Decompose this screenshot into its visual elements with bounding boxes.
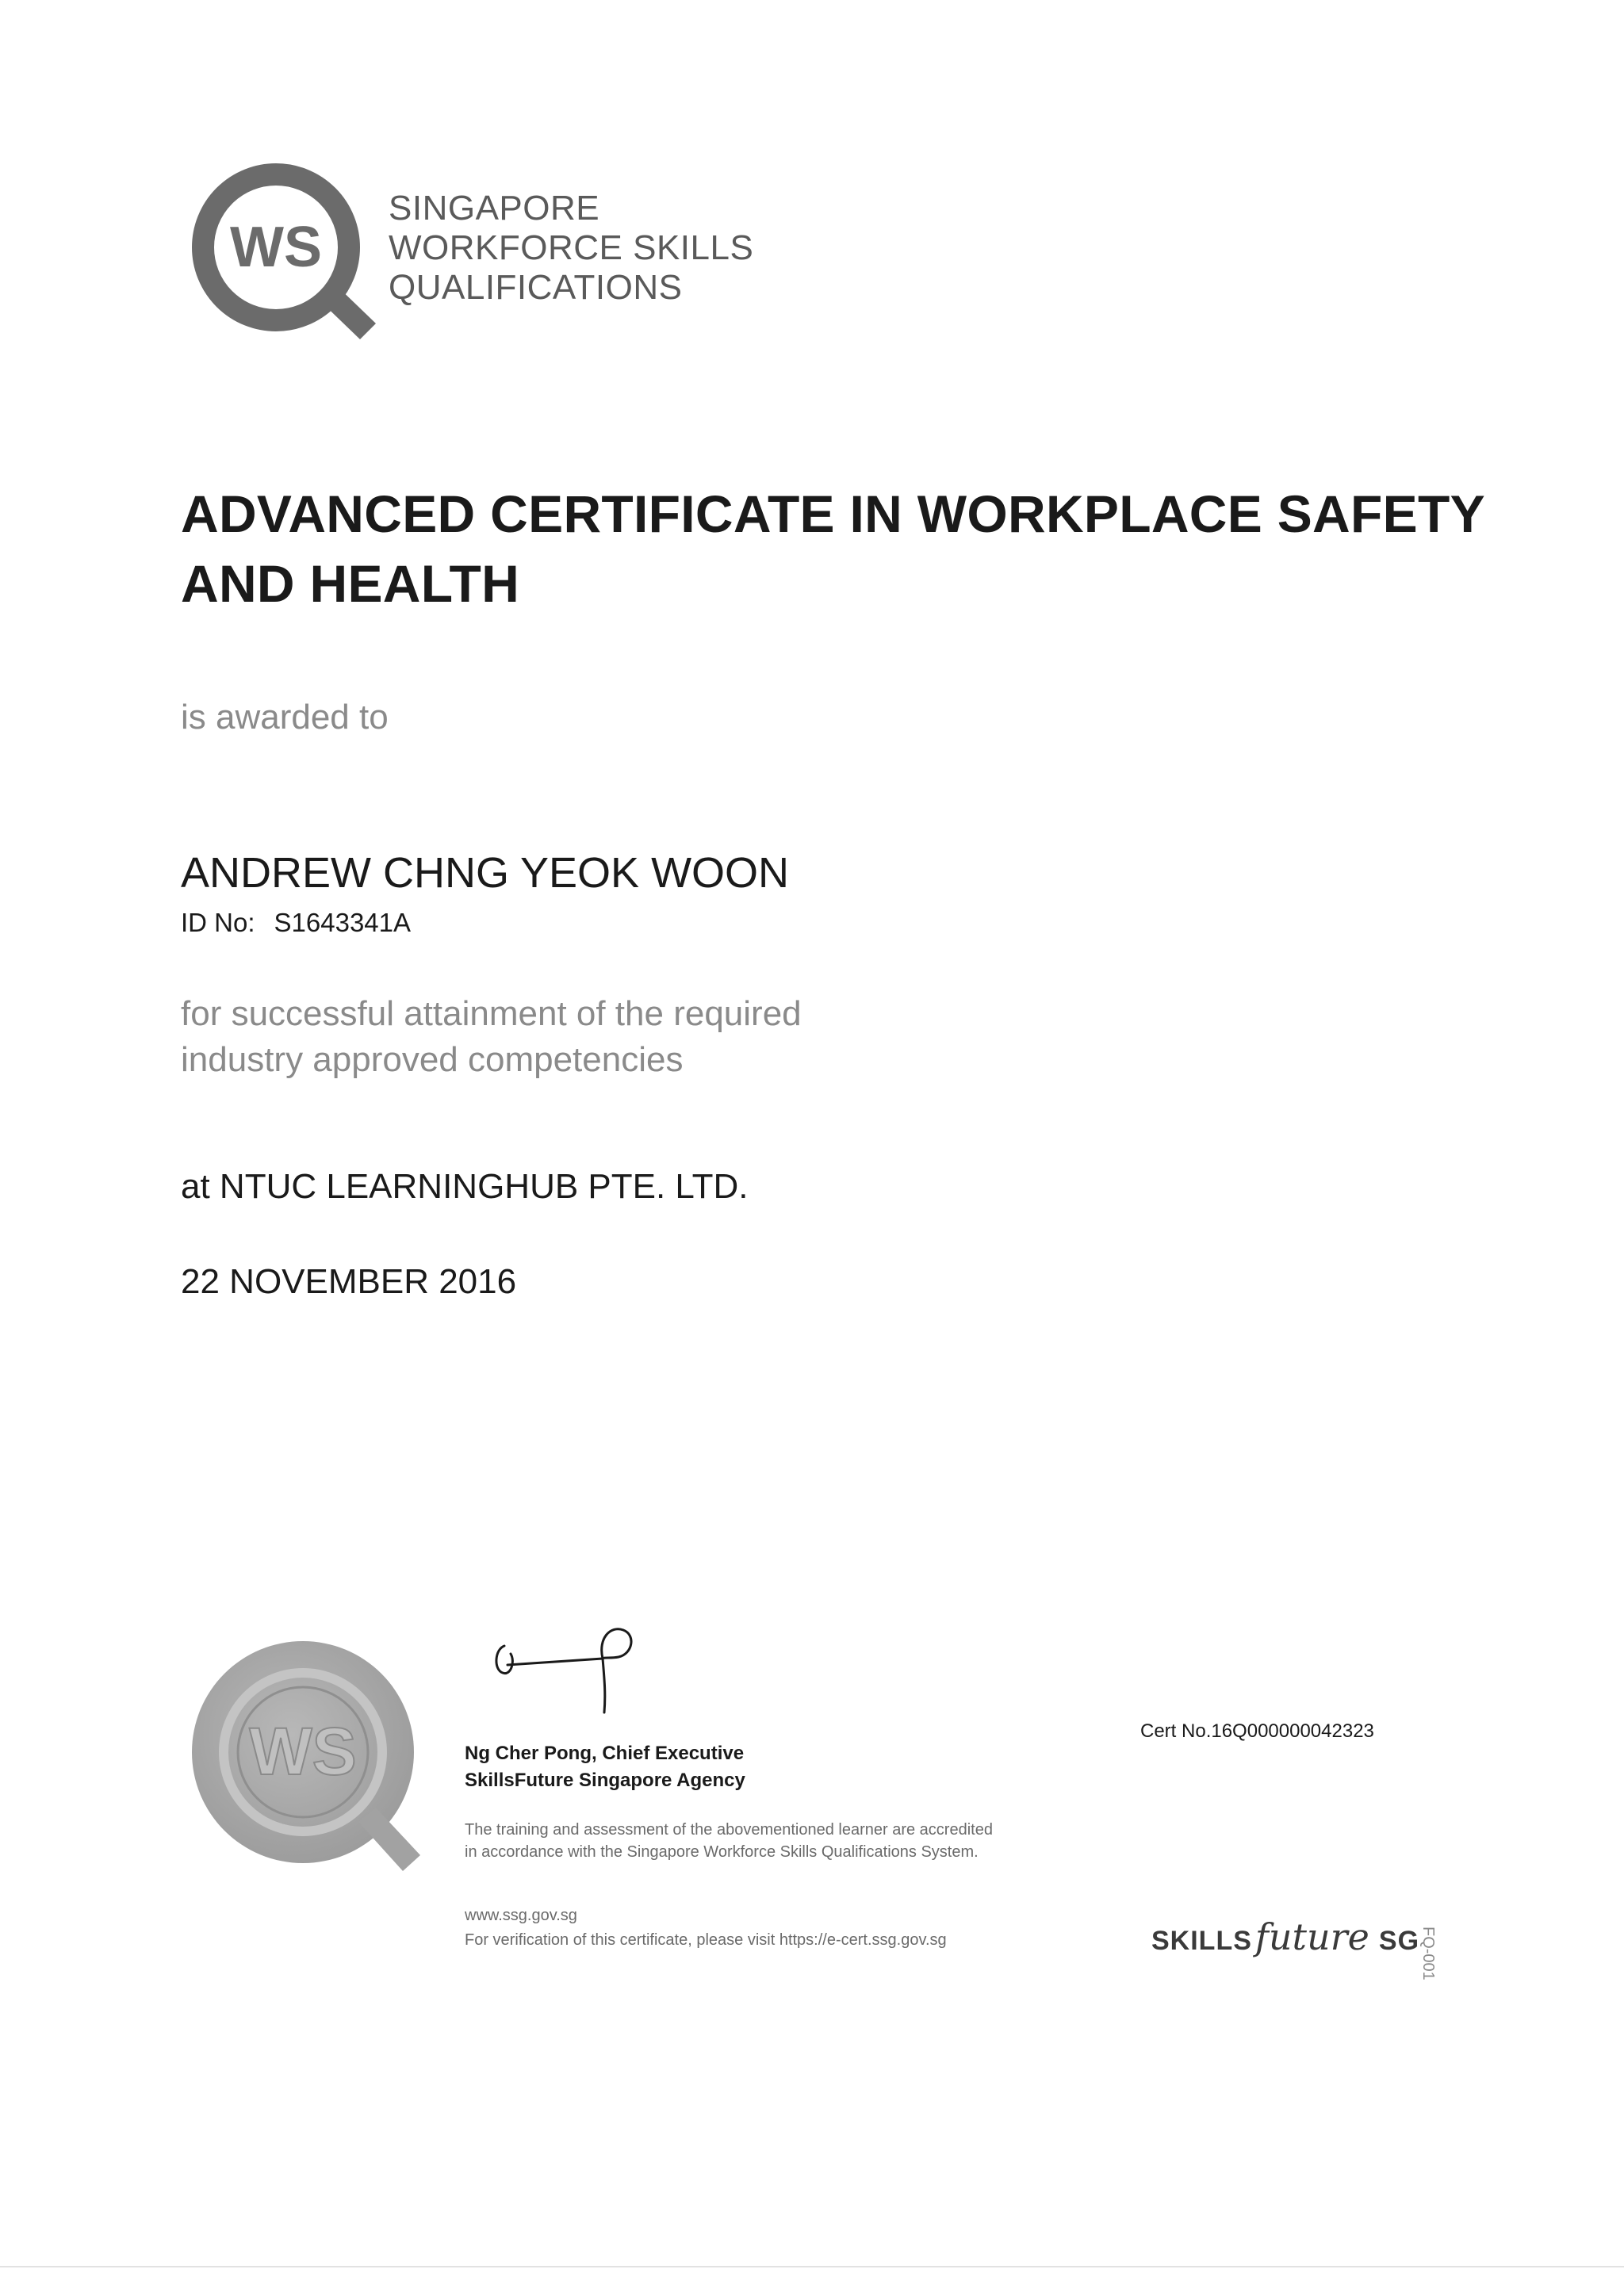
id-value: S1643341A bbox=[274, 908, 412, 937]
award-date: 22 NOVEMBER 2016 bbox=[181, 1262, 517, 1301]
skills-logo-part3: SG bbox=[1378, 1926, 1420, 1956]
accreditation-line-2: in accordance with the Singapore Workforce Skills Qualifications System. bbox=[465, 1843, 979, 1861]
logo-line-2: WORKFORCE SKILLS bbox=[389, 228, 754, 267]
verification-text[interactable]: For verification of this certificate, please visit https://e-cert.ssg.gov.sg bbox=[465, 1931, 947, 1949]
training-provider: at NTUC LEARNINGHUB PTE. LTD. bbox=[181, 1167, 749, 1206]
awarded-to-text: is awarded to bbox=[181, 698, 389, 737]
signature-icon bbox=[484, 1614, 658, 1717]
accreditation-statement bbox=[465, 1819, 993, 1863]
title-line-2: AND HEALTH bbox=[181, 554, 520, 613]
accreditation-line-1: The training and assessment of the abovementioned learner are accredited bbox=[465, 1821, 993, 1839]
wsq-logo-wordmark bbox=[389, 189, 753, 308]
title-line-1: ADVANCED CERTIFICATE IN WORKPLACE SAFETY bbox=[181, 484, 1485, 543]
logo-line-3: QUALIFICATIONS bbox=[389, 268, 683, 307]
form-code: FQ-001 bbox=[1419, 1927, 1437, 1980]
skillsfuture-sg-logo bbox=[1151, 1915, 1419, 1958]
signer-name: Ng Cher Pong, Chief Executive bbox=[465, 1743, 745, 1764]
seal-mark-text: WS bbox=[249, 1714, 357, 1789]
attainment-line-1: for successful attainment of the required bbox=[181, 994, 802, 1033]
certificate-title bbox=[181, 479, 1485, 618]
wsq-logo-mark-text: WS bbox=[230, 216, 322, 279]
signer-agency: SkillsFuture Singapore Agency bbox=[465, 1770, 745, 1791]
attainment-text bbox=[181, 991, 802, 1083]
id-line bbox=[181, 908, 411, 938]
recipient-name: ANDREW CHNG YEOK WOON bbox=[181, 849, 790, 897]
website-link[interactable]: www.ssg.gov.sg bbox=[465, 1907, 577, 1924]
skills-logo-part1: SKILLS bbox=[1151, 1926, 1252, 1956]
wsq-embossed-seal-icon bbox=[184, 1633, 438, 1895]
logo-line-1: SINGAPORE bbox=[389, 189, 600, 228]
attainment-line-2: industry approved competencies bbox=[181, 1040, 684, 1079]
page-bottom-divider bbox=[0, 2266, 1624, 2267]
skills-logo-part2: future bbox=[1254, 1915, 1369, 1958]
id-label: ID No: bbox=[181, 908, 255, 937]
certificate-number: Cert No.16Q000000042323 bbox=[1140, 1720, 1374, 1742]
wsq-logo-icon bbox=[181, 155, 395, 346]
